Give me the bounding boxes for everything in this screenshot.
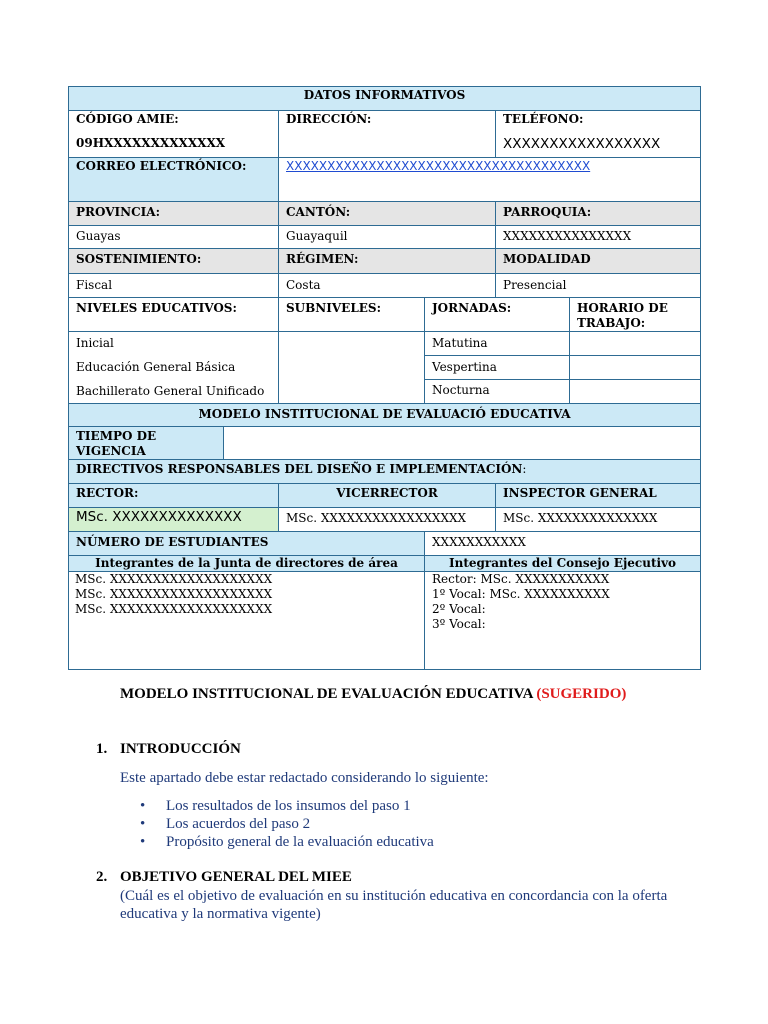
bullet-item: • Los resultados de los insumos del paso 1 — [140, 797, 434, 815]
codigo-amie-cell — [69, 111, 279, 158]
directivos-row — [69, 460, 701, 484]
consejo-member: Rector: MSc. XXXXXXXXXXX — [432, 572, 610, 586]
header-title: DATOS INFORMATIVOS — [69, 87, 701, 111]
regimen-value: Costa — [279, 274, 496, 298]
codigo-amie-label: CÓDIGO AMIE: — [76, 112, 179, 126]
sostenimiento-value: Fiscal — [69, 274, 279, 298]
section1-title: INTRODUCCIÓN — [120, 741, 241, 757]
section1-bullets — [140, 797, 434, 851]
section1-number: 1. — [96, 741, 108, 757]
direccion-label: DIRECCIÓN: — [279, 111, 496, 158]
section2-title: OBJETIVO GENERAL DEL MIEE — [120, 869, 352, 885]
jornadas-label: JORNADAS: — [425, 298, 570, 332]
main-title-text: MODELO INSTITUCIONAL DE EVALUACIÓN EDUCATIVA — [120, 686, 533, 702]
main-title — [120, 686, 768, 703]
section1-intro: Este apartado debe estar redactado considerando lo siguiente: — [120, 770, 489, 786]
bullet-item: • Propósito general de la evaluación educativa — [140, 833, 434, 851]
vicerrector-label: VICERRECTOR — [279, 484, 496, 508]
rector-label: RECTOR: — [69, 484, 279, 508]
subniveles-label: SUBNIVELES: — [279, 298, 425, 332]
vigencia-value — [224, 427, 701, 460]
provincia-label: PROVINCIA: — [69, 202, 279, 226]
correo-label: CORREO ELECTRÓNICO: — [69, 158, 279, 202]
vigencia-label: TIEMPO DE VIGENCIA — [69, 427, 224, 460]
horario-empty — [570, 356, 701, 380]
junta-member: MSc. XXXXXXXXXXXXXXXXXXX — [75, 602, 273, 616]
rector-value: MSc. XXXXXXXXXXXXXX — [69, 508, 279, 532]
horario-empty — [570, 380, 701, 404]
junta-members — [69, 572, 425, 670]
section2-number: 2. — [96, 869, 108, 885]
modelo-title: MODELO INSTITUCIONAL DE EVALUACIÓ EDUCATIVA — [69, 404, 701, 427]
estudiantes-value: XXXXXXXXXXX — [425, 532, 701, 556]
niveles-list — [69, 332, 279, 404]
inspector-value: MSc. XXXXXXXXXXXXXX — [496, 508, 701, 532]
codigo-amie-value: 09HXXXXXXXXXXXXX — [76, 136, 226, 150]
telefono-value: XXXXXXXXXXXXXXXXX — [503, 136, 661, 152]
junta-label: Integrantes de la Junta de directores de área — [69, 556, 425, 572]
junta-member: MSc. XXXXXXXXXXXXXXXXXXX — [75, 587, 273, 601]
jornada-item: Vespertina — [425, 356, 570, 380]
bullet-item: • Los acuerdos del paso 2 — [140, 815, 434, 833]
canton-value: Guayaquil — [279, 226, 496, 249]
modalidad-value: Presencial — [496, 274, 701, 298]
regimen-label: RÉGIMEN: — [279, 249, 496, 274]
vicerrector-value: MSc. XXXXXXXXXXXXXXXXX — [279, 508, 496, 532]
parroquia-value: XXXXXXXXXXXXXXX — [496, 226, 701, 249]
consejo-member: 2º Vocal: — [432, 602, 486, 616]
nivel-item: Inicial — [76, 336, 114, 350]
provincia-value: Guayas — [69, 226, 279, 249]
jornada-item: Matutina — [425, 332, 570, 356]
canton-label: CANTÓN: — [279, 202, 496, 226]
modalidad-label: MODALIDAD — [496, 249, 701, 274]
subniveles-empty — [279, 332, 425, 404]
inspector-label: INSPECTOR GENERAL — [496, 484, 701, 508]
junta-member: MSc. XXXXXXXXXXXXXXXXXXX — [75, 572, 273, 586]
main-title-suffix: (SUGERIDO) — [536, 686, 627, 702]
consejo-member: 1º Vocal: MSc. XXXXXXXXXX — [432, 587, 610, 601]
telefono-label: TELÉFONO: — [503, 112, 584, 126]
directivos-colon: : — [522, 462, 527, 476]
telefono-cell — [496, 111, 701, 158]
consejo-label: Integrantes del Consejo Ejecutivo — [425, 556, 701, 572]
niveles-label: NIVELES EDUCATIVOS: — [69, 298, 279, 332]
estudiantes-label: NÚMERO DE ESTUDIANTES — [69, 532, 425, 556]
parroquia-label: PARROQUIA: — [496, 202, 701, 226]
sostenimiento-label: SOSTENIMIENTO: — [69, 249, 279, 274]
directivos-label: DIRECTIVOS RESPONSABLES DEL DISEÑO E IMPLEMENTACIÓN — [76, 462, 523, 476]
horario-label: HORARIO DE TRABAJO: — [570, 298, 701, 332]
correo-cell — [279, 158, 701, 202]
section2-text: (Cuál es el objetivo de evaluación en su institución educativa en concordancia con la oferta educativa y la normativa vigente) — [120, 888, 668, 922]
correo-link[interactable]: XXXXXXXXXXXXXXXXXXXXXXXXXXXXXXXXXXXXX — [286, 159, 591, 173]
nivel-item: Bachillerato General Unificado — [76, 384, 265, 398]
consejo-member: 3º Vocal: — [432, 617, 486, 631]
consejo-members — [425, 572, 701, 670]
datos-informativos-table — [68, 86, 701, 670]
horario-empty — [570, 332, 701, 356]
nivel-item: Educación General Básica — [76, 360, 236, 374]
jornada-item: Nocturna — [425, 380, 570, 404]
